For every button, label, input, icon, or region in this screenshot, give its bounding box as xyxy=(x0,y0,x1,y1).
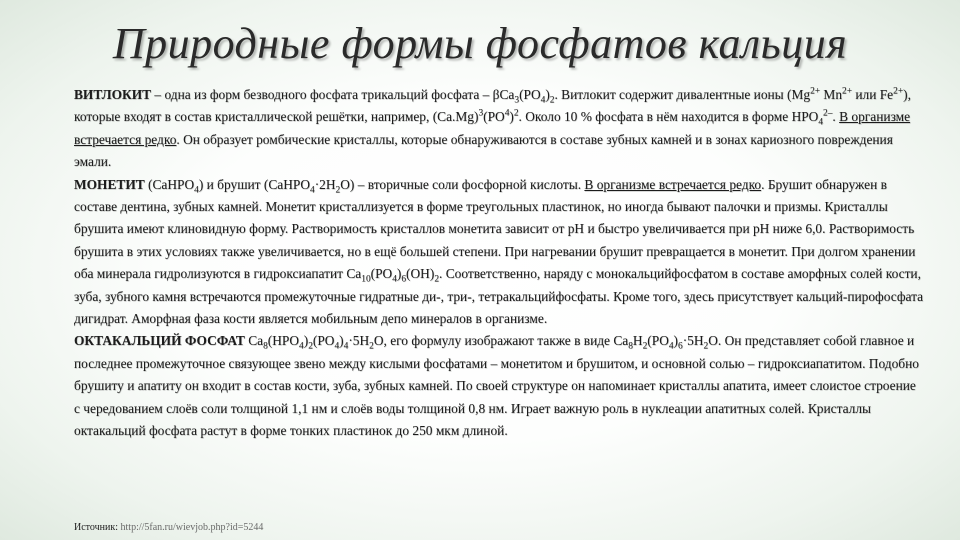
term-octacalcium-phosphate: ОКТАКАЛЬЦИЙ ФОСФАТ xyxy=(74,333,245,349)
paragraph-whitlockite: ВИТЛОКИТ – одна из форм безводного фосфата трикальций фосфата – $\beta Ca_3(PO_4)_2$. Витлокит содержит дивалентные ионы ($Mg^{2+}$ $Mn^{2+}$ или $Fe^{2+}$), которые входят в состав кристаллической решётки, например, $(Ca.Mg)^3(PO^4)^2$. Около 10 % фосфата в нём находится в форме $HPO_4^{2-}$. В организме встречается редко. Он образует ромбические кристаллы, которые обнаруживаются в составе зубных камней и в зонах кариозного повреждения эмали. xyxy=(74,86,911,170)
rare-note: В организме встречается редко xyxy=(584,176,762,192)
slide-title: Природные формы фосфатов кальция xyxy=(112,19,848,68)
term-monetite: МОНЕТИТ xyxy=(74,176,145,192)
paragraph-octacalcium: ОКТАКАЛЬЦИЙ ФОСФАТ $Ca_8(HPO_4)_2(PO_4)_4\cdot 5H_2O$, его формулу изображают также в виде $Ca_8H_2(PO_4)_6\cdot 5H_2O$. Он представляет собой главное и последнее промежуточное связующее звено между кислыми фосфатами – монетитом и брушитом, и основной солью – гидроксиапатитом. Подобно брушиту и апатиту он входит в состав кости, зуба, зубных камней. По своей структуре он напоминает кристаллы апатита, имеет слоистое строение с чередованием слоёв соли толщиной 1,1 нм и слоёв воды толщиной 0,8 нм. Играет важную роль в нуклеации апатитных солей. Кристаллы октакальций фосфата растут в форме тонких пластинок до 250 мкм длиной. xyxy=(74,333,919,439)
body-text xyxy=(74,84,924,443)
rare-note: В организме встречается редко xyxy=(74,109,911,147)
source-label: Источник: xyxy=(74,522,121,533)
source-line xyxy=(74,522,263,533)
source-link[interactable]: http://5fan.ru/wievjob.php?id=5244 xyxy=(120,522,264,533)
term-whitlockite: ВИТЛОКИТ xyxy=(74,87,152,102)
paragraph-monetite: МОНЕТИТ (CaHPO$_4$) и брушит $(CaHPO_4\cdot 2H_2O)$ – вторичные соли фосфорной кислоты. В организме встречается редко. Брушит обнаружен в составе дентина, зубных камней. Монетит кристаллизуется в форме треугольных пластинок, но иногда бывают палочки и призмы. Кристаллы брушита имеют клиновидную форму. Растворимость кристаллов монетита зависит от pH и быстро увеличивается при pH ниже 6,0. Растворимость брушита в этих условиях также увеличивается, но в ещё большей степени. При нагревании брушит превращается в монетит. При долгом хранении оба минерала гидролизуются в гидроксиапатит $Ca_{10}(PO_4)_6(OH)_2$. Соответственно, наряду с монокальцийфосфатом в составе аморфных солей кости, зуба, зубного камня встречаются промежуточные гидратные ди-, три-, тетракальцийфосфаты. Кроме того, здесь присутствует кальций-пирофосфата дигидрат. Аморфная фаза кости является мобильным депо минералов в организме. xyxy=(74,176,924,327)
